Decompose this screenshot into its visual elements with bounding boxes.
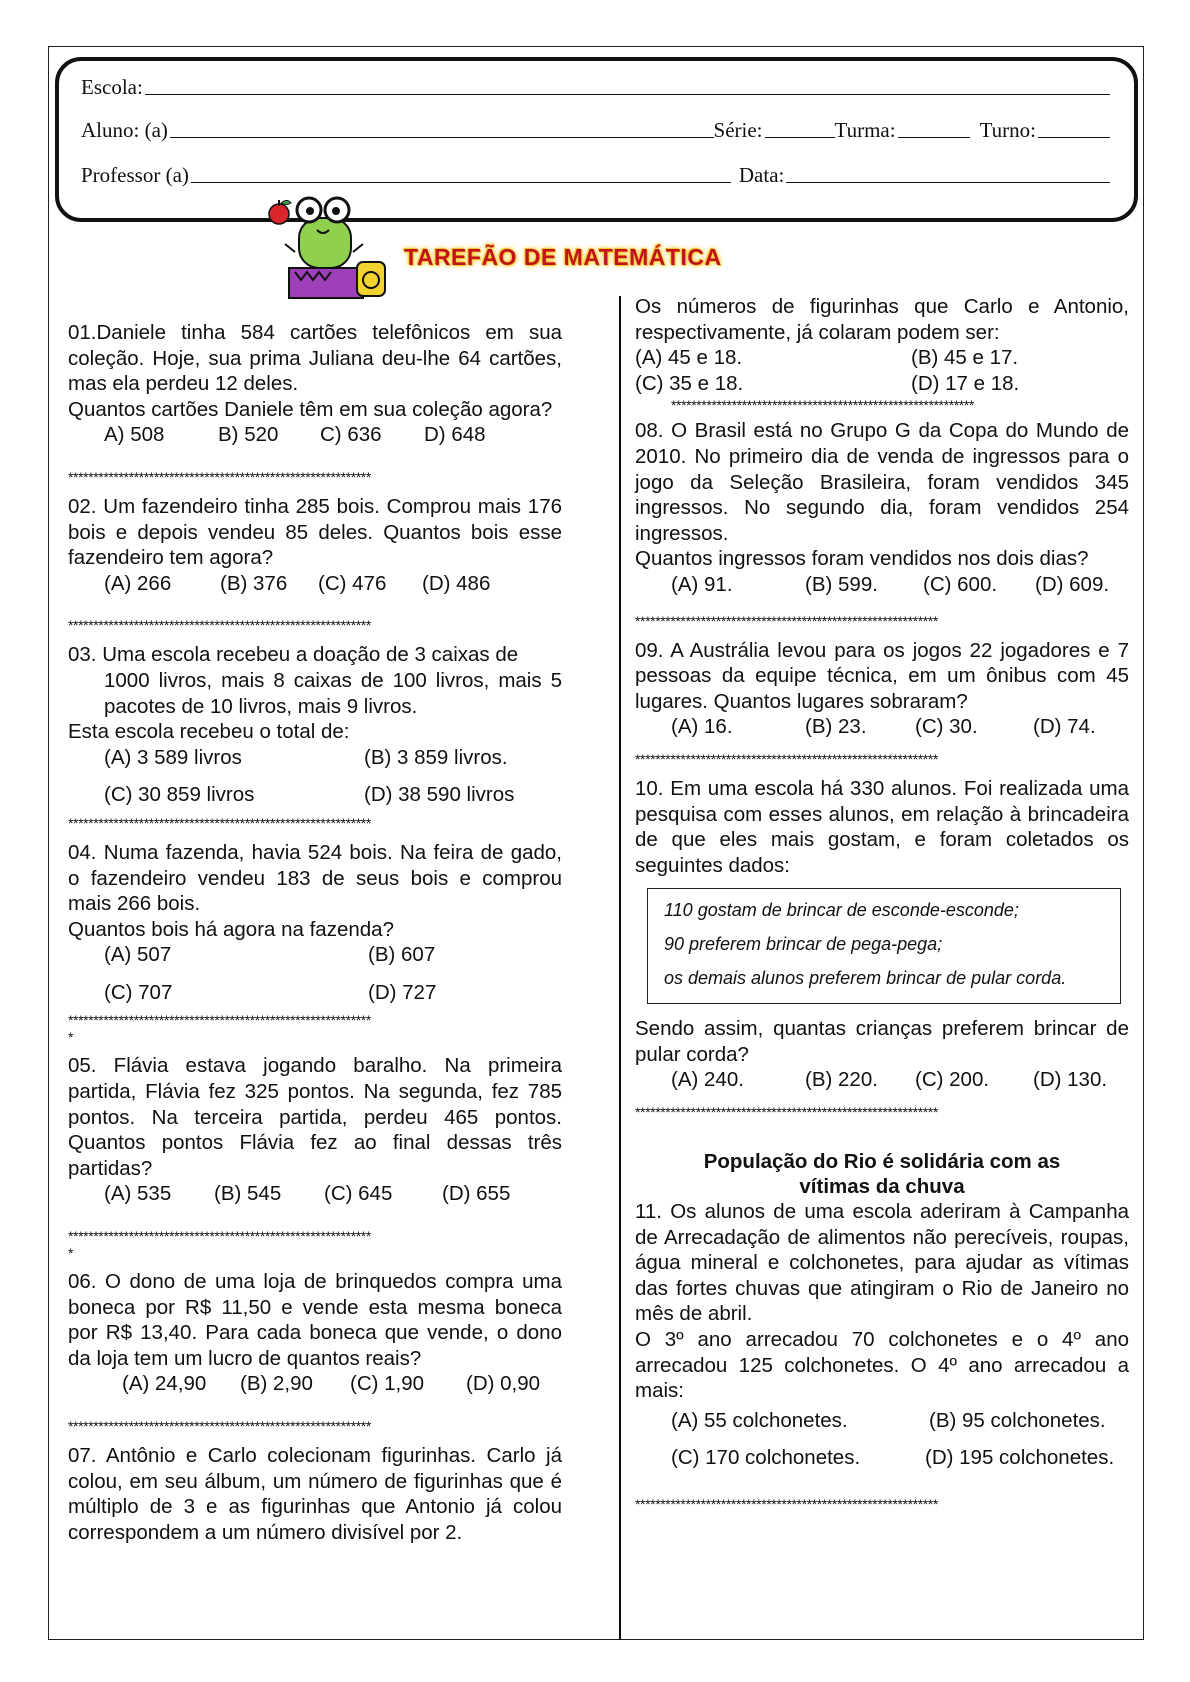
question-5 [68, 1053, 562, 1207]
question-6-text: 06. O dono de uma loja de brinquedos compra uma boneca por R$ 11,50 e vende esta mesma boneca por R$ 13,40. Para cada boneca que vende, o dono da loja tem um lucro de quantos reais? [68, 1270, 562, 1370]
header-form [55, 57, 1138, 222]
question-10 [635, 776, 1129, 1093]
option-c[interactable]: (C) 30 859 livros [104, 783, 255, 807]
option-c[interactable]: (C) 35 e 18. [635, 371, 744, 395]
left-column [68, 320, 562, 1545]
option-a[interactable]: (A) 55 colchonetes. [671, 1408, 848, 1432]
question-8-ask: Quantos ingressos foram vendidos nos dois dias? [635, 547, 1089, 571]
option-b[interactable]: (B) 545 [214, 1182, 282, 1206]
question-4 [68, 840, 562, 1006]
question-9 [635, 638, 1129, 740]
date-label: Data: [738, 163, 785, 187]
question-7-ask: Os números de figurinhas que Carlo e Antonio, respectivamente, já colaram podem ser: [635, 295, 1129, 344]
class-label: Turma: [834, 118, 896, 142]
survey-line-1: 110 gostam de brincar de esconde-esconde; [664, 900, 1019, 921]
separator: ************************************************************ [635, 1496, 938, 1512]
option-d[interactable]: (D) 17 e 18. [911, 371, 1020, 395]
separator: ************************************************************ [671, 397, 974, 414]
option-a[interactable]: A) 508 [104, 423, 165, 447]
question-7-options-row2 [635, 371, 1129, 397]
question-7-continued [635, 294, 1129, 396]
option-c[interactable]: (C) 1,90 [350, 1372, 425, 1396]
question-11-ask: O 3º ano arrecadou 70 colchonetes e o 4º ano arrecadou 125 colchonetes. O 4º ano arrecadou a mais: [635, 1328, 1129, 1403]
option-d[interactable]: (D) 195 colchonetes. [925, 1446, 1115, 1470]
teacher-row [81, 163, 1110, 188]
option-a[interactable]: (A) 266 [104, 571, 172, 595]
option-b[interactable]: (B) 23. [805, 715, 867, 739]
option-c[interactable]: (C) 645 [324, 1182, 393, 1206]
separator: ************************************************************ [68, 468, 371, 485]
question-3-options-row1 [68, 745, 562, 771]
option-a[interactable]: (A) 535 [104, 1182, 172, 1206]
option-c[interactable]: (C) 707 [104, 980, 173, 1004]
question-7-options-row1 [635, 345, 1129, 371]
option-b[interactable]: (B) 3 859 livros. [364, 745, 508, 769]
separator: ************************************************************ [68, 814, 371, 831]
option-b[interactable]: (B) 45 e 17. [911, 346, 1019, 370]
separator: ************************************************************ [635, 612, 938, 629]
question-6-options [68, 1371, 562, 1397]
question-10-options [635, 1067, 1129, 1093]
option-a[interactable]: (A) 507 [104, 943, 172, 967]
student-field[interactable] [170, 136, 714, 138]
question-11-options-row2 [635, 1445, 1129, 1471]
school-label: Escola: [81, 75, 143, 99]
option-b[interactable]: B) 520 [218, 423, 279, 447]
option-a[interactable]: (A) 240. [671, 1068, 744, 1092]
separator: ************************************************************ [635, 750, 938, 767]
shift-label: Turno: [979, 118, 1036, 142]
option-d[interactable]: (D) 655 [442, 1182, 511, 1206]
survey-data-box [647, 888, 1121, 1004]
question-3-line1: 03. Uma escola recebeu a doação de 3 caixas de [68, 643, 519, 667]
question-4-options-row1 [68, 942, 562, 968]
question-11-text: 11. Os alunos de uma escola aderiram à Campanha de Arrecadação de alimentos não perecíveis, roupas, água mineral e colchonetes, para ajudar as vítimas das fortes chuvas que atingiram o Rio de Janeiro no mês de abril. [635, 1200, 1129, 1326]
question-5-options [68, 1181, 562, 1207]
question-7-text: 07. Antônio e Carlo colecionam figurinhas. Carlo já colou, em seu álbum, um número de figurinhas que é múltiplo de 3 e as figurinhas que Antonio já colou correspondem a um número divisível por 2. [68, 1444, 562, 1544]
question-5-text: 05. Flávia estava jogando baralho. Na primeira partida, Flávia fez 325 pontos. Na segunda, fez 785 pontos. Na terceira partida, perdeu 465 pontos. Quantos pontos Flávia fez ao final dessas três partidas? [68, 1054, 562, 1180]
option-d[interactable]: (D) 74. [1033, 715, 1096, 739]
option-d[interactable]: (D) 486 [422, 571, 491, 595]
teacher-label: Professor (a) [81, 163, 189, 187]
option-a[interactable]: (A) 3 589 livros [104, 745, 242, 769]
student-label: Aluno: (a) [81, 118, 168, 142]
option-c[interactable]: (C) 600. [923, 572, 998, 596]
separator: ************************************************************ [68, 617, 371, 634]
question-6 [68, 1269, 562, 1397]
option-c[interactable]: (C) 200. [915, 1068, 990, 1092]
grade-label: Série: [713, 118, 763, 142]
survey-line-3: os demais alunos preferem brincar de pular corda. [664, 968, 1067, 989]
option-a[interactable]: (A) 45 e 18. [635, 346, 743, 370]
question-4-text: 04. Numa fazenda, havia 524 bois. Na feira de gado, o fazendeiro vendeu 183 de seus bois e comprou mais 266 bois. [68, 840, 562, 916]
question-2-options [68, 571, 562, 597]
option-d[interactable]: (D) 0,90 [466, 1372, 541, 1396]
question-1-ask: Quantos cartões Daniele têm em sua coleção agora? [68, 397, 553, 421]
question-2 [68, 494, 562, 596]
question-8-text: 08. O Brasil está no Grupo G da Copa do Mundo de 2010. No primeiro dia de venda de ingressos para o jogo da Seleção Brasileira, foram vendidos 345 ingressos. No segundo dia, foram vendidos 254 ingressos. [635, 419, 1129, 545]
option-d[interactable]: (D) 38 590 livros [364, 783, 515, 807]
student-row [81, 118, 1110, 143]
separator: ************************************************************ [68, 1228, 371, 1245]
option-d[interactable]: (D) 130. [1033, 1068, 1108, 1092]
news-heading: População do Rio é solidária com as vítimas da chuva [703, 1150, 1061, 1199]
stray-star: * [68, 1029, 74, 1046]
shift-field[interactable] [1038, 136, 1110, 138]
option-c[interactable]: (C) 476 [318, 571, 387, 595]
question-1 [68, 320, 562, 448]
option-b[interactable]: (B) 220. [805, 1068, 878, 1092]
question-4-options-row2 [68, 980, 562, 1006]
question-3-options-row2 [68, 782, 562, 808]
question-10-ask: Sendo assim, quantas crianças preferem brincar de pular corda? [635, 1017, 1129, 1066]
option-c[interactable]: (C) 30. [915, 715, 978, 739]
option-a[interactable]: (A) 16. [671, 715, 733, 739]
option-c[interactable]: C) 636 [320, 423, 382, 447]
option-b[interactable]: (B) 376 [220, 571, 288, 595]
question-3-ask: Esta escola recebeu o total de: [68, 720, 350, 744]
option-d[interactable]: (D) 727 [368, 980, 437, 1004]
option-b[interactable]: (B) 2,90 [240, 1372, 313, 1396]
class-field[interactable] [898, 136, 970, 138]
option-b[interactable]: (B) 599. [805, 572, 878, 596]
apple-icon [269, 204, 289, 224]
grade-field[interactable] [765, 136, 835, 138]
question-3 [68, 642, 562, 808]
question-10-text: 10. Em uma escola há 330 alunos. Foi realizada uma pesquisa com esses alunos, em relação à brincadeira de que eles mais gostam, e foram coletados os seguintes dados: [635, 776, 1129, 877]
question-11-options-row1 [635, 1408, 1129, 1434]
separator: ************************************************************ [68, 1418, 371, 1434]
school-field[interactable] [145, 93, 1110, 95]
question-8 [635, 418, 1129, 597]
option-c[interactable]: (C) 170 colchonetes. [671, 1446, 861, 1470]
option-a[interactable]: (A) 24,90 [122, 1372, 207, 1396]
question-3-line2: 1000 livros, mais 8 caixas de 100 livros, mais 5 pacotes de 10 livros, mais 9 livros. [104, 668, 562, 718]
question-4-ask: Quantos bois há agora na fazenda? [68, 917, 394, 941]
teacher-field[interactable] [191, 181, 731, 183]
cactus-mascot-illustration [265, 196, 405, 302]
option-d[interactable]: D) 648 [424, 423, 486, 447]
separator: ************************************************************ [635, 1104, 938, 1121]
stray-star: * [68, 1245, 74, 1262]
question-9-options [635, 714, 1129, 740]
option-b[interactable]: (B) 95 colchonetes. [929, 1408, 1106, 1432]
column-divider [619, 296, 621, 1640]
date-field[interactable] [786, 181, 1110, 183]
option-a[interactable]: (A) 91. [671, 572, 733, 596]
question-11 [635, 1149, 1129, 1471]
question-1-options [68, 422, 562, 448]
question-9-text: 09. A Austrália levou para os jogos 22 jogadores e 7 pessoas da equipe técnica, em um ônibus com 45 lugares. Quantos lugares sobraram? [635, 638, 1129, 713]
option-b[interactable]: (B) 607 [368, 943, 436, 967]
option-d[interactable]: (D) 609. [1035, 572, 1110, 596]
question-1-text: 01.Daniele tinha 584 cartões telefônicos em sua coleção. Hoje, sua prima Juliana deu-lhe 64 cartões, mas ela perdeu 12 deles. [68, 321, 562, 396]
school-row [81, 75, 1110, 100]
separator: ************************************************************ [68, 1012, 371, 1029]
survey-line-2: 90 preferem brincar de pega-pega; [664, 934, 943, 955]
question-8-options [635, 572, 1129, 598]
question-2-text: 02. Um fazendeiro tinha 285 bois. Comprou mais 176 bois e depois vendeu 85 deles. Quantos bois esse fazendeiro tem agora? [68, 494, 562, 570]
right-column [635, 294, 1129, 1521]
page-title: TAREFÃO DE MATEMÁTICA [404, 244, 722, 270]
